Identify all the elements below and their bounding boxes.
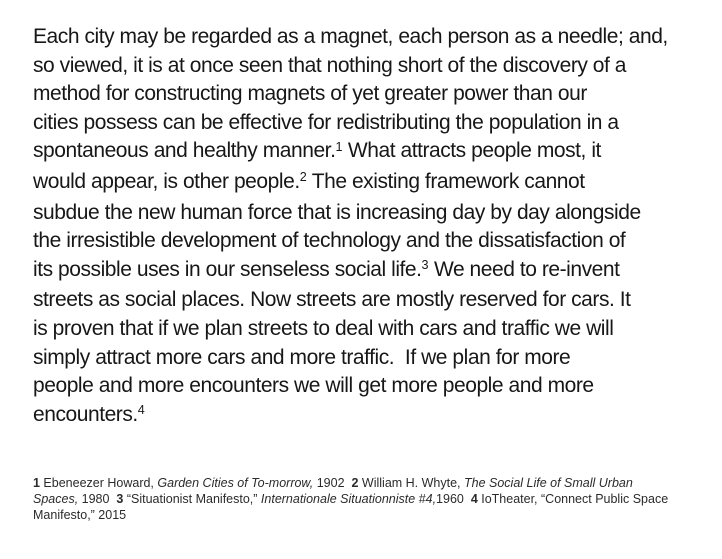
quote-paragraph: [33, 23, 713, 431]
footnote-marker: 3: [421, 258, 429, 273]
text-segment: spontaneous and healthy manner.: [33, 139, 336, 163]
text-segment: encounters.: [33, 402, 138, 426]
footnote-marker: 1: [335, 139, 343, 154]
text-segment: William H. Whyte,: [358, 476, 464, 490]
footnote-line: [33, 507, 713, 523]
quote-line: [33, 372, 713, 401]
quote-line: [33, 23, 713, 52]
quote-line: [33, 168, 713, 199]
quote-line: [33, 137, 713, 168]
footnote-marker: 4: [137, 403, 145, 418]
quote-line: [33, 199, 713, 228]
text-segment: The existing framework cannot: [306, 169, 585, 193]
quote-line: [33, 227, 713, 256]
quote-line: [33, 401, 713, 432]
quote-line: [33, 80, 713, 109]
quote-line: [33, 286, 713, 315]
text-segment: people and more encounters we will get more people and more: [33, 374, 594, 398]
text-segment: 1902: [313, 476, 352, 490]
text-segment: would appear, is other people.: [33, 169, 300, 193]
text-segment: 1: [33, 476, 40, 490]
quote-line: [33, 315, 713, 344]
text-segment: Each city may be regarded as a magnet, each person as a needle; and,: [33, 25, 668, 48]
text-segment: the irresistible development of technology and the dissatisfaction of: [33, 229, 626, 253]
text-segment: is proven that if we plan streets to deal with cars and traffic we will: [33, 316, 614, 340]
text-segment: so viewed, it is at once seen that nothing short of the discovery of a: [33, 53, 627, 77]
text-segment: Spaces,: [33, 492, 79, 506]
text-segment: cities possess can be effective for redistributing the population in a: [33, 110, 619, 134]
text-segment: What attracts people most, it: [342, 139, 601, 163]
text-segment: its possible uses in our senseless social life.: [33, 257, 422, 281]
quote-line: [33, 109, 713, 138]
text-segment: Internationale Situationniste #4,: [260, 492, 437, 506]
text-segment: IoTheater, “Connect Public Space: [477, 492, 669, 506]
text-segment: We need to re-invent: [428, 257, 620, 281]
footnotes: [33, 475, 713, 523]
text-segment: Garden Cities of To-morrow,: [157, 476, 314, 490]
text-segment: 4: [470, 492, 478, 506]
text-segment: 1980: [78, 492, 117, 506]
text-segment: streets as social places. Now streets are mostly reserved for cars. It: [33, 288, 631, 312]
text-segment: method for constructing magnets of yet greater power than our: [33, 82, 587, 106]
text-segment: 2: [351, 476, 359, 490]
text-segment: simply attract more cars and more traffic. If we plan for more: [33, 345, 571, 369]
text-segment: “Situationist Manifesto,”: [123, 492, 261, 506]
text-segment: 3: [116, 492, 124, 506]
text-segment: The Social Life of Small Urban: [464, 476, 633, 490]
footnote-line: [33, 475, 713, 491]
quote-line: [33, 256, 713, 287]
text-segment: 1960: [436, 492, 471, 506]
text-segment: Ebeneezer Howard,: [39, 476, 158, 490]
quote-line: [33, 52, 713, 81]
text-segment: Manifesto,” 2015: [33, 508, 127, 522]
quote-line: [33, 344, 713, 373]
text-segment: subdue the new human force that is increasing day by day alongside: [33, 200, 641, 224]
footnote-line: [33, 491, 713, 507]
footnote-marker: 2: [299, 170, 307, 185]
